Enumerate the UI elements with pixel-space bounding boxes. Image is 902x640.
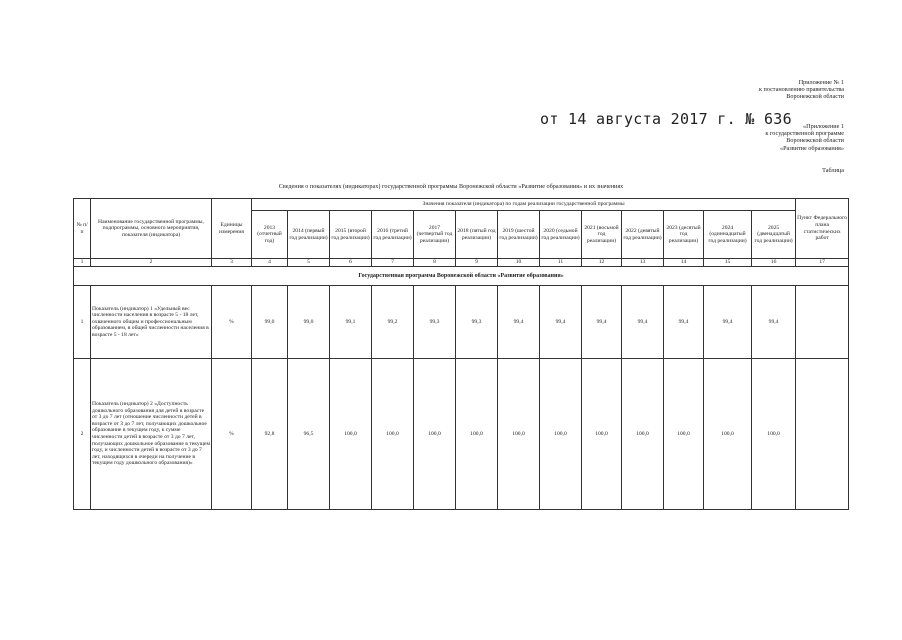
column-number: 6 [330, 259, 372, 267]
table-label: Таблица [822, 167, 844, 174]
header-values-group: Значения показателя (индикатора) по годам реализации государственной программы [252, 199, 796, 211]
row-num: 1 [74, 286, 91, 359]
header-year: 2020 (седьмой год реализации) [540, 211, 582, 259]
section-row [74, 267, 849, 286]
row-value: 100,0 [582, 359, 622, 510]
row-value: 99,2 [372, 286, 414, 359]
row-value: 96,5 [288, 359, 330, 510]
header-num: № п/п [74, 199, 91, 259]
column-number-row [74, 259, 849, 267]
column-number: 10 [498, 259, 540, 267]
row-value: 100,0 [456, 359, 498, 510]
row-value: 99,0 [252, 286, 288, 359]
column-number: 15 [704, 259, 752, 267]
row-value: 100,0 [540, 359, 582, 510]
header-year: 2015 (второй год реализации) [330, 211, 372, 259]
column-number: 8 [414, 259, 456, 267]
row-plan [796, 286, 849, 359]
table-caption: Сведения о показателях (индикаторах) государственной программы Воронежской области «Развитие образования» и их значениях [278, 183, 624, 190]
row-value: 99,0 [288, 286, 330, 359]
row-value: 99,4 [582, 286, 622, 359]
header-year: 2024 (одиннадцатый год реализации) [704, 211, 752, 259]
table-row [74, 359, 849, 510]
column-number: 4 [252, 259, 288, 267]
column-number: 13 [622, 259, 664, 267]
row-plan [796, 359, 849, 510]
row-num: 2 [74, 359, 91, 510]
row-unit: % [212, 359, 252, 510]
appendix-main-line: Воронежской области [786, 93, 844, 101]
header-year: 2018 (пятый год реализации) [456, 211, 498, 259]
appendix-main-line: Приложение № 1 [798, 79, 844, 86]
row-value: 99,4 [622, 286, 664, 359]
header-year: 2017 (четвертый год реализации) [414, 211, 456, 259]
row-indicator-name: Показатель (индикатор) 1 «Удельный вес численности населения в возрасте 5 - 18 лет, охваченного общим и профессиональным образованием, в общей численности населения в возрасте 5 - 18 лет» [91, 286, 212, 359]
header-unit: Единицы измерения [212, 199, 252, 259]
column-number: 2 [91, 259, 212, 267]
appendix-program-line: к государственной программе [765, 130, 844, 138]
row-value: 99,4 [664, 286, 704, 359]
row-unit: % [212, 286, 252, 359]
table-row [74, 286, 849, 359]
row-value: 100,0 [704, 359, 752, 510]
row-value: 100,0 [622, 359, 664, 510]
header-year: 2013 (отчетный год) [252, 211, 288, 259]
appendix-program-line: Воронежской области [786, 137, 844, 145]
row-value: 99,4 [498, 286, 540, 359]
header-year: 2019 (шестой год реализации) [498, 211, 540, 259]
row-value: 92,8 [252, 359, 288, 510]
column-number: 17 [796, 259, 849, 267]
row-value: 99,3 [456, 286, 498, 359]
row-value: 99,1 [330, 286, 372, 359]
column-number: 14 [664, 259, 704, 267]
appendix-main-line: к постановлению правительства [758, 86, 844, 94]
decree-date-stamp: от 14 августа 2017 г. № 636 [540, 110, 792, 128]
header-year: 2025 (двенадцатый год реализации) [752, 211, 796, 259]
appendix-program-header [765, 123, 844, 152]
header-year: 2014 (первый год реализации) [288, 211, 330, 259]
row-indicator-name: Показатель (индикатор) 2 «Доступность дошкольного образования для детей в возрасте от 3 до 7 лет (отношение численности детей в возрасте от 3 до 7 лет, получающих дошкольное образование в текущем году, к сумме численности детей в возрасте от 3 до 7 лет, получающих дошкольное образование в текущем году, и численности детей в возрасте от 3 до 7 лет, находящихся в очереди на получение в текущем году дошкольного образования)» [91, 359, 212, 510]
row-value: 100,0 [664, 359, 704, 510]
column-number: 7 [372, 259, 414, 267]
row-value: 99,4 [752, 286, 796, 359]
indicators-table [73, 198, 849, 510]
header-year: 2021 (восьмой год реализации) [582, 211, 622, 259]
row-value: 100,0 [372, 359, 414, 510]
column-number: 12 [582, 259, 622, 267]
header-year: 2022 (девятый год реализации) [622, 211, 664, 259]
header-name: Наименование государственной программы, подпрограммы, основного мероприятия, показателя (индикатора) [91, 199, 212, 259]
appendix-program-line: «Приложение 1 [803, 123, 844, 130]
column-number: 1 [74, 259, 91, 267]
row-value: 100,0 [414, 359, 456, 510]
column-number: 9 [456, 259, 498, 267]
column-number: 16 [752, 259, 796, 267]
row-value: 99,4 [704, 286, 752, 359]
appendix-program-line: «Развитие образования» [780, 144, 844, 152]
column-number: 11 [540, 259, 582, 267]
column-number: 5 [288, 259, 330, 267]
row-value: 100,0 [330, 359, 372, 510]
section-title: Государственная программа Воронежской области «Развитие образования» [74, 267, 849, 286]
column-number: 3 [212, 259, 252, 267]
row-value: 100,0 [498, 359, 540, 510]
row-value: 99,3 [414, 286, 456, 359]
header-plan: Пункт Федерального плана статистических работ [796, 199, 849, 259]
header-year: 2016 (третий год реализации) [372, 211, 414, 259]
row-value: 100,0 [752, 359, 796, 510]
appendix-main-header [759, 79, 844, 101]
header-year: 2023 (десятый год реализации) [664, 211, 704, 259]
row-value: 99,4 [540, 286, 582, 359]
